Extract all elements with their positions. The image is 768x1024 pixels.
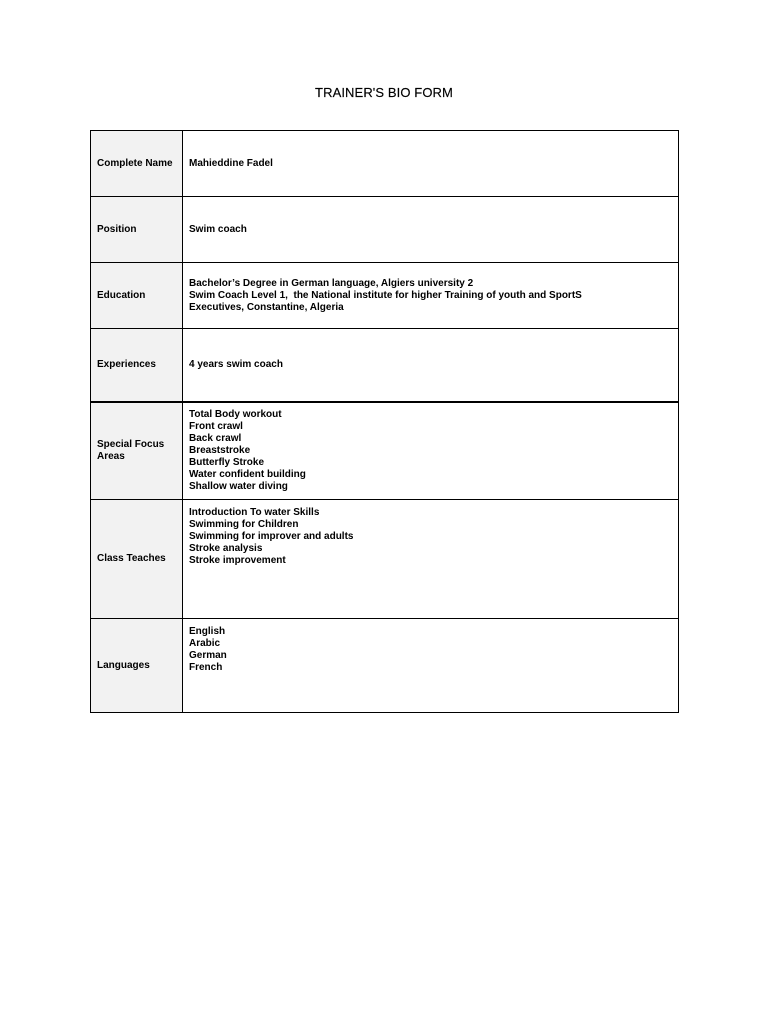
class-item: Stroke analysis xyxy=(189,543,263,554)
position-value: Swim coach xyxy=(183,197,679,263)
languages-value xyxy=(183,619,679,713)
class-item: Swimming for improver and adults xyxy=(189,531,354,542)
education-label: Education xyxy=(91,263,183,329)
special-focus-label-line: Special Focus xyxy=(97,438,165,450)
language-item: French xyxy=(189,662,223,673)
focus-area-item: Breaststroke xyxy=(189,444,251,456)
class-item: Introduction To water Skills xyxy=(189,507,320,518)
row-languages xyxy=(91,619,679,713)
special-focus-label-line: Areas xyxy=(97,450,125,462)
class-teaches-value xyxy=(183,500,679,619)
education-value xyxy=(183,263,679,329)
education-line: Executives, Constantine, Algeria xyxy=(189,301,344,313)
focus-area-item: Total Body workout xyxy=(189,408,282,420)
focus-area-item: Front crawl xyxy=(189,420,243,432)
focus-area-item: Back crawl xyxy=(189,432,242,444)
education-line: Swim Coach Level 1, the National institute for higher Training of youth and SportS xyxy=(189,289,582,301)
page-title: TRAINER'S BIO FORM xyxy=(315,85,453,100)
language-item: German xyxy=(189,650,227,661)
bio-form-table xyxy=(90,130,679,713)
language-item: English xyxy=(189,626,226,637)
row-education xyxy=(91,263,679,329)
focus-area-item: Water confident building xyxy=(189,468,306,480)
complete-name-value: Mahieddine Fadel xyxy=(183,131,679,197)
languages-label: Languages xyxy=(91,619,183,713)
class-item: Stroke improvement xyxy=(189,555,286,566)
position-label: Position xyxy=(91,197,183,263)
education-line: Bachelor’s Degree in German language, Algiers university 2 xyxy=(189,277,474,289)
experiences-value: 4 years swim coach xyxy=(183,329,679,402)
language-item: Arabic xyxy=(189,638,221,649)
row-position xyxy=(91,197,679,263)
complete-name-label: Complete Name xyxy=(91,131,183,197)
row-special-focus-areas xyxy=(91,402,679,500)
special-focus-areas-value xyxy=(183,402,679,500)
focus-area-item: Butterfly Stroke xyxy=(189,456,265,468)
experiences-label: Experiences xyxy=(91,329,183,402)
class-teaches-label: Class Teaches xyxy=(91,500,183,619)
focus-area-item: Shallow water diving xyxy=(189,480,288,492)
class-item: Swimming for Children xyxy=(189,519,299,530)
row-complete-name xyxy=(91,131,679,197)
special-focus-areas-label xyxy=(91,402,183,500)
row-experiences xyxy=(91,329,679,402)
row-class-teaches xyxy=(91,500,679,619)
